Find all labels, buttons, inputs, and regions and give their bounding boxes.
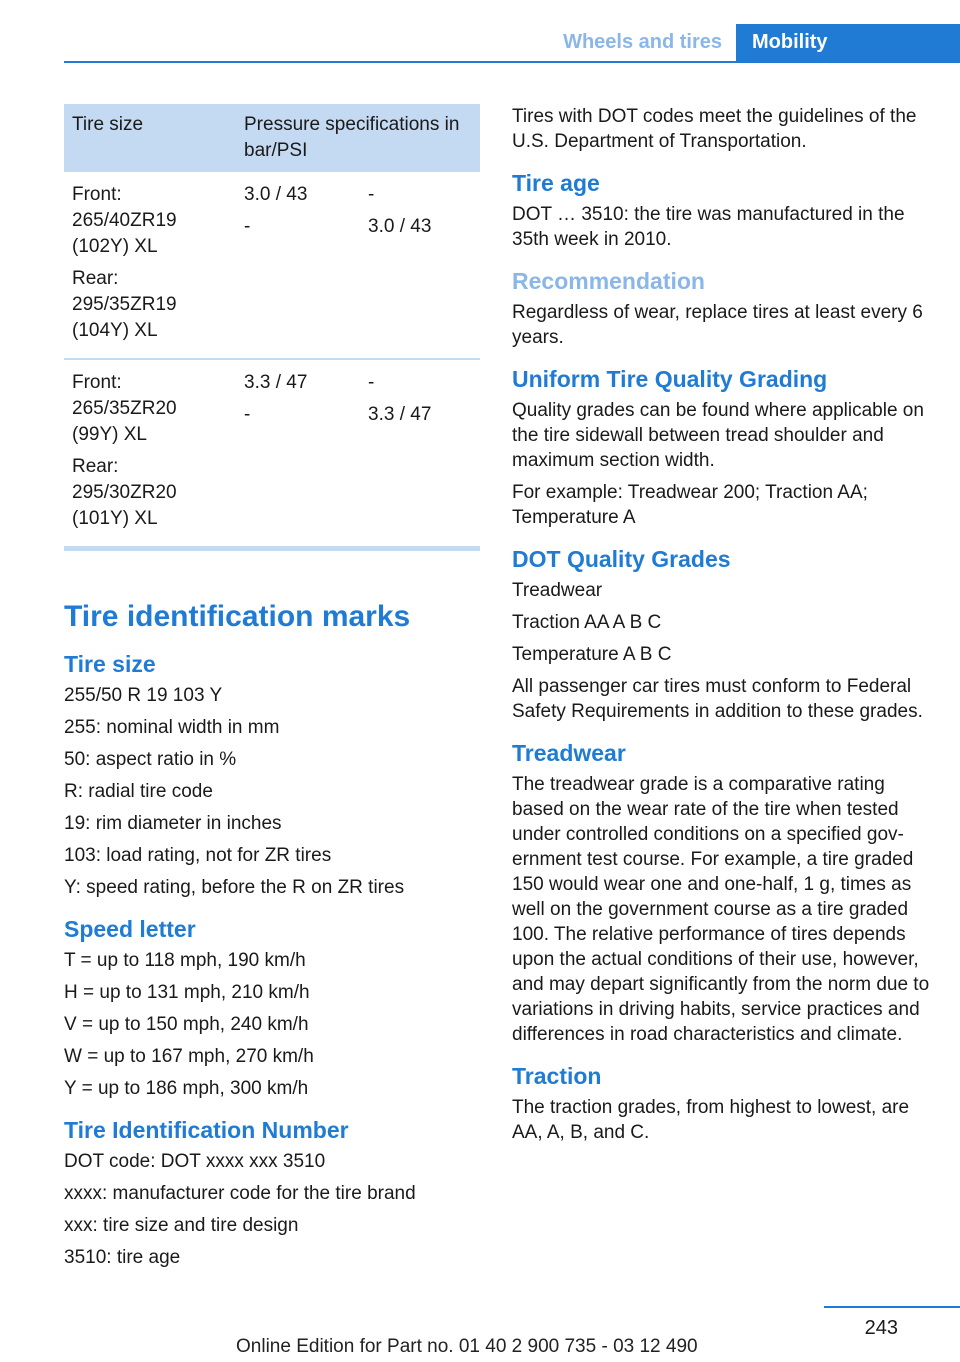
list-item: T = up to 118 mph, 190 km/h [64,950,306,971]
intro-section [512,104,932,154]
intro-text: Tires with DOT codes meet the guidelines of the U.S. Department of Transportation. [512,106,917,152]
tin-section [64,1115,480,1270]
heading-speed-letter: Speed letter [64,916,196,942]
pressure-front: 3.0 / 43 [244,184,308,205]
utqg-section [512,364,932,530]
pressure-cell [360,359,480,549]
footer-rule [824,1306,960,1308]
page-header [0,24,960,62]
pressure-front: - [368,372,375,393]
pressure-rear: 3.0 / 43 [368,216,432,237]
list-item: Treadwear [512,580,603,601]
list-item: 19: rim diameter in inches [64,813,282,834]
pressure-cell [236,359,360,549]
list-item: Y: speed rating, before the R on ZR tires [64,877,405,898]
tire-size-section [64,649,480,900]
paragraph: DOT … 3510: the tire was manufactured in the 35th week in 2010. [512,204,905,250]
rear-size: 295/35ZR19 (104Y) XL [72,294,177,341]
header-rule [64,61,960,63]
rear-size: 295/30ZR20 (101Y) XL [72,482,177,529]
tire-age-section [512,168,932,252]
edition-text: Online Edition for Part no. 01 40 2 900 735 - 03 12 490 [236,1336,698,1357]
paragraph: Regardless of wear, replace tires at least every 6 years. [512,302,923,348]
list-item: 255: nominal width in mm [64,717,280,738]
heading-utqg: Uniform Tire Quality Grading [512,366,828,392]
list-item: DOT code: DOT xxxx xxx 3510 [64,1151,326,1172]
list-item: 103: load rating, not for ZR tires [64,845,332,866]
table-header-row [64,104,480,172]
pressure-rear: - [244,216,251,237]
tire-size-cell [64,172,236,359]
pressure-rear: - [244,404,251,425]
rear-label: Rear: [72,268,119,289]
paragraph: The traction grades, from highest to lowest, are AA, A, B, and C. [512,1097,910,1143]
page-number: 243 [864,1317,898,1339]
list-item: H = up to 131 mph, 210 km/h [64,982,310,1003]
list-item: 50: aspect ratio in % [64,749,237,770]
right-column [512,104,932,1159]
paragraph: Quality grades can be found where applicable on the tire sidewall between tread shoulder and maximum section width. [512,400,924,471]
list-item: R: radial tire code [64,781,213,802]
list-item: Y = up to 186 mph, 300 km/h [64,1078,309,1099]
treadwear-section [512,738,932,1047]
front-label: Front: [72,184,122,205]
heading-treadwear: Treadwear [512,740,626,766]
heading-recommendation: Recommendation [512,268,705,294]
recommendation-section [512,266,932,350]
pressure-table [64,104,480,551]
section-title: Tire identification marks [64,600,411,633]
heading-traction: Traction [512,1063,602,1089]
pressure-cell [360,172,480,359]
list-item: xxx: tire size and tire design [64,1215,299,1236]
list-item: 3510: tire age [64,1247,181,1268]
pressure-front: - [368,184,375,205]
paragraph: For example: Treadwear 200; Traction AA; Temperature A [512,482,868,528]
traction-section [512,1061,932,1145]
left-column [64,104,480,1284]
heading-dot-grades: DOT Quality Grades [512,546,731,572]
table-row [64,172,480,359]
list-item: Temperature A B C [512,644,672,665]
list-item: 255/50 R 19 103 Y [64,685,223,706]
pressure-front: 3.3 / 47 [244,372,308,393]
heading-tire-age: Tire age [512,170,600,196]
breadcrumb-chapter[interactable]: Mobility [736,24,960,63]
heading-tin: Tire Identification Number [64,1117,349,1143]
front-size: 265/35ZR20 (99Y) XL [72,398,177,445]
header-tire-size: Tire size [64,104,236,172]
list-item: W = up to 167 mph, 270 km/h [64,1046,314,1067]
paragraph: All passenger car tires must conform to Federal Safety Requirements in addition to these grades. [512,676,923,722]
list-item: V = up to 150 mph, 240 km/h [64,1014,309,1035]
list-item: xxxx: manufacturer code for the tire brand [64,1183,416,1204]
dot-grades-section [512,544,932,724]
tire-size-cell [64,359,236,549]
front-label: Front: [72,372,122,393]
breadcrumb-section[interactable]: Wheels and tires [563,31,722,53]
rear-label: Rear: [72,456,119,477]
speed-letter-section [64,914,480,1101]
pressure-rear: 3.3 / 47 [368,404,432,425]
header-pressure: Pressure specifications in bar/PSI [236,104,480,172]
pressure-cell [236,172,360,359]
paragraph: The treadwear grade is a comparative rating based on the wear rate of the tire when tested under controlled conditions on a specified government test course. For example, a tire graded 150 would wear one and one-half, 1 g, times as well on the government course as a tire graded 100. The relative performance of tires depends upon the actual conditions of their use, however, and may depart significantly from the norm due to variations in driving habits, service practices and differences in road characteristics and climate. [512,774,930,1045]
front-size: 265/40ZR19 (102Y) XL [72,210,177,257]
list-item: Traction AA A B C [512,612,662,633]
table-row [64,359,480,549]
heading-tire-size: Tire size [64,651,156,677]
